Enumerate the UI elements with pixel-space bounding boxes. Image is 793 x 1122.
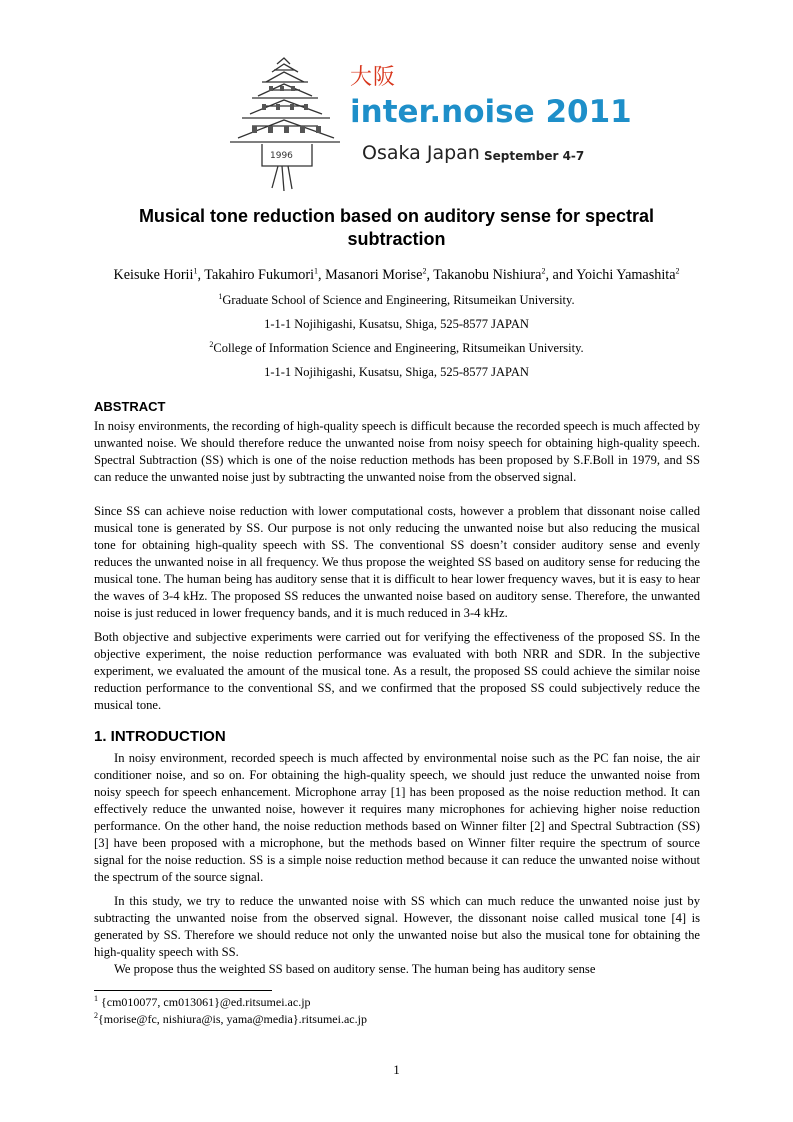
page-number: 1 bbox=[393, 1062, 400, 1077]
affiliation-1-name: $^1$Graduate School of Science and Engineering, Ritsumeikan University. bbox=[218, 291, 575, 307]
osaka-castle-drawing bbox=[222, 56, 347, 191]
footnote-2: $^2${morise@fc, nishiura@is, yama@media}.ritsumei.ac.jp bbox=[94, 1011, 367, 1026]
author: Yoichi Yamashita$^2$ bbox=[576, 266, 680, 283]
author: Masanori Morise$^2$, bbox=[325, 266, 434, 283]
affiliation-2-address: 1-1-1 Nojihigashi, Kusatsu, Shiga, 525-8577 JAPAN bbox=[264, 365, 529, 379]
footnote-divider bbox=[94, 990, 272, 991]
abstract-heading: ABSTRACT bbox=[94, 399, 166, 414]
author: Keisuke Horii$^1$, bbox=[113, 266, 205, 283]
author: Takanobu Nishiura$^2$, and bbox=[433, 266, 577, 283]
intro-paragraph-1: In noisy environment, recorded speech is much affected by environmental noise such as the PC fan noise, the air conditioner noise, and so on. For obtaining the high-quality speech, we should just reduce the unwanted noise from noisy speech for speech enhancement. Microphone array [1] has been proposed as the noise reduction method. It can effectively reduce the unwanted noise, however it requires many microphones for achieving higher noise reduction performance. On the other hand, the noise reduction methods based on Winner filter [2] and Spectral Subtraction (SS) [3] have been proposed with a microphone, but the methods based on Winner filter require the spectrum of source signal for the noise reduction. SS is a simple noise reduction method because it can reduce the unwanted noise without the spectrum of the source signal. bbox=[94, 751, 700, 884]
logo-kanji: 大阪 bbox=[350, 65, 397, 90]
intro-paragraph-2: In this study, we try to reduce the unwanted noise with SS which can much reduce the unwanted noise just by subtracting the unwanted noise from the observed signal. However, the dissonant noise called musical tone [4] is generated by SS. Therefore we should reduce not only the unwanted noise but also the musical tone for obtaining the high-quality speech with SS. bbox=[94, 894, 700, 959]
footnote-1: $^1$ {cm010077, cm013061}@ed.ritsumei.ac.jp bbox=[94, 994, 311, 1009]
affiliation-2-name: $^2$College of Information Science and Engineering, Ritsumeikan University. bbox=[209, 339, 584, 355]
castle-label: 1996 bbox=[270, 151, 293, 161]
logo-dates: September 4-7 bbox=[484, 149, 585, 163]
abstract-paragraph-3: Both objective and subjective experiments were carried out for verifying the effectiveness of the proposed SS. In the objective experiment, the noise reduction performance was evaluated with both NRR and SDR. In the subjective experiment, we evaluated the amount of the musical tone. As a result, the proposed SS could achieve the similar noise reduction performance to the conventional SS, and we confirmed that the proposed SS could subjectively reduce the musical tone. bbox=[94, 630, 700, 712]
title-line-2: subtraction bbox=[347, 229, 446, 249]
conference-logo bbox=[222, 56, 632, 191]
abstract-paragraph-1: In noisy environments, the recording of high-quality speech is difficult because the recorded speech is much affected by unwanted noise. We should therefore reduce the unwanted noise from noisy speech for obtaining high-quality speech. Spectral Subtraction (SS) which is one of the noise reduction methods has been proposed by S.F.Boll in 1979, and SS can reduce the unwanted noise just by subtracting the unwanted noise from the observed signal. bbox=[94, 419, 700, 484]
abstract-paragraph-2: Since SS can achieve noise reduction with lower computational costs, however a problem that dissonant noise called musical tone is generated by SS. Our purpose is not only reducing the unwanted noise but also reducing the musical tone for obtaining high-quality speech with SS. The conventional SS doesn’t consider auditory sense and evenly reduces the unwanted noise in all frequency. We thus propose the weighted SS based on auditory sense for reducing the musical tone. The human being has auditory sense that it is difficult to hear lower frequency waves, but it is easy to hear the waves of 3-4 kHz. The proposed SS reduces the unwanted noise based on auditory sense. Therefore, the unwanted noise is just reduced in lower frequency bands, and it is much reduced in 3-4 kHz. bbox=[94, 504, 700, 620]
title-line-1: Musical tone reduction based on auditory sense for spectral bbox=[138, 206, 655, 226]
paper-title bbox=[90, 205, 703, 251]
author-list bbox=[60, 266, 733, 284]
introduction-heading: 1. INTRODUCTION bbox=[94, 728, 226, 745]
logo-conference-name: inter.noise 2011 bbox=[350, 94, 632, 130]
logo-place: Osaka Japan bbox=[362, 142, 480, 164]
author: Takahiro Fukumori$^1$, bbox=[204, 266, 326, 283]
affiliation-1-address: 1-1-1 Nojihigashi, Kusatsu, Shiga, 525-8577 JAPAN bbox=[264, 317, 529, 331]
intro-paragraph-3: We propose thus the weighted SS based on auditory sense. The human being has auditory sense bbox=[114, 962, 596, 976]
